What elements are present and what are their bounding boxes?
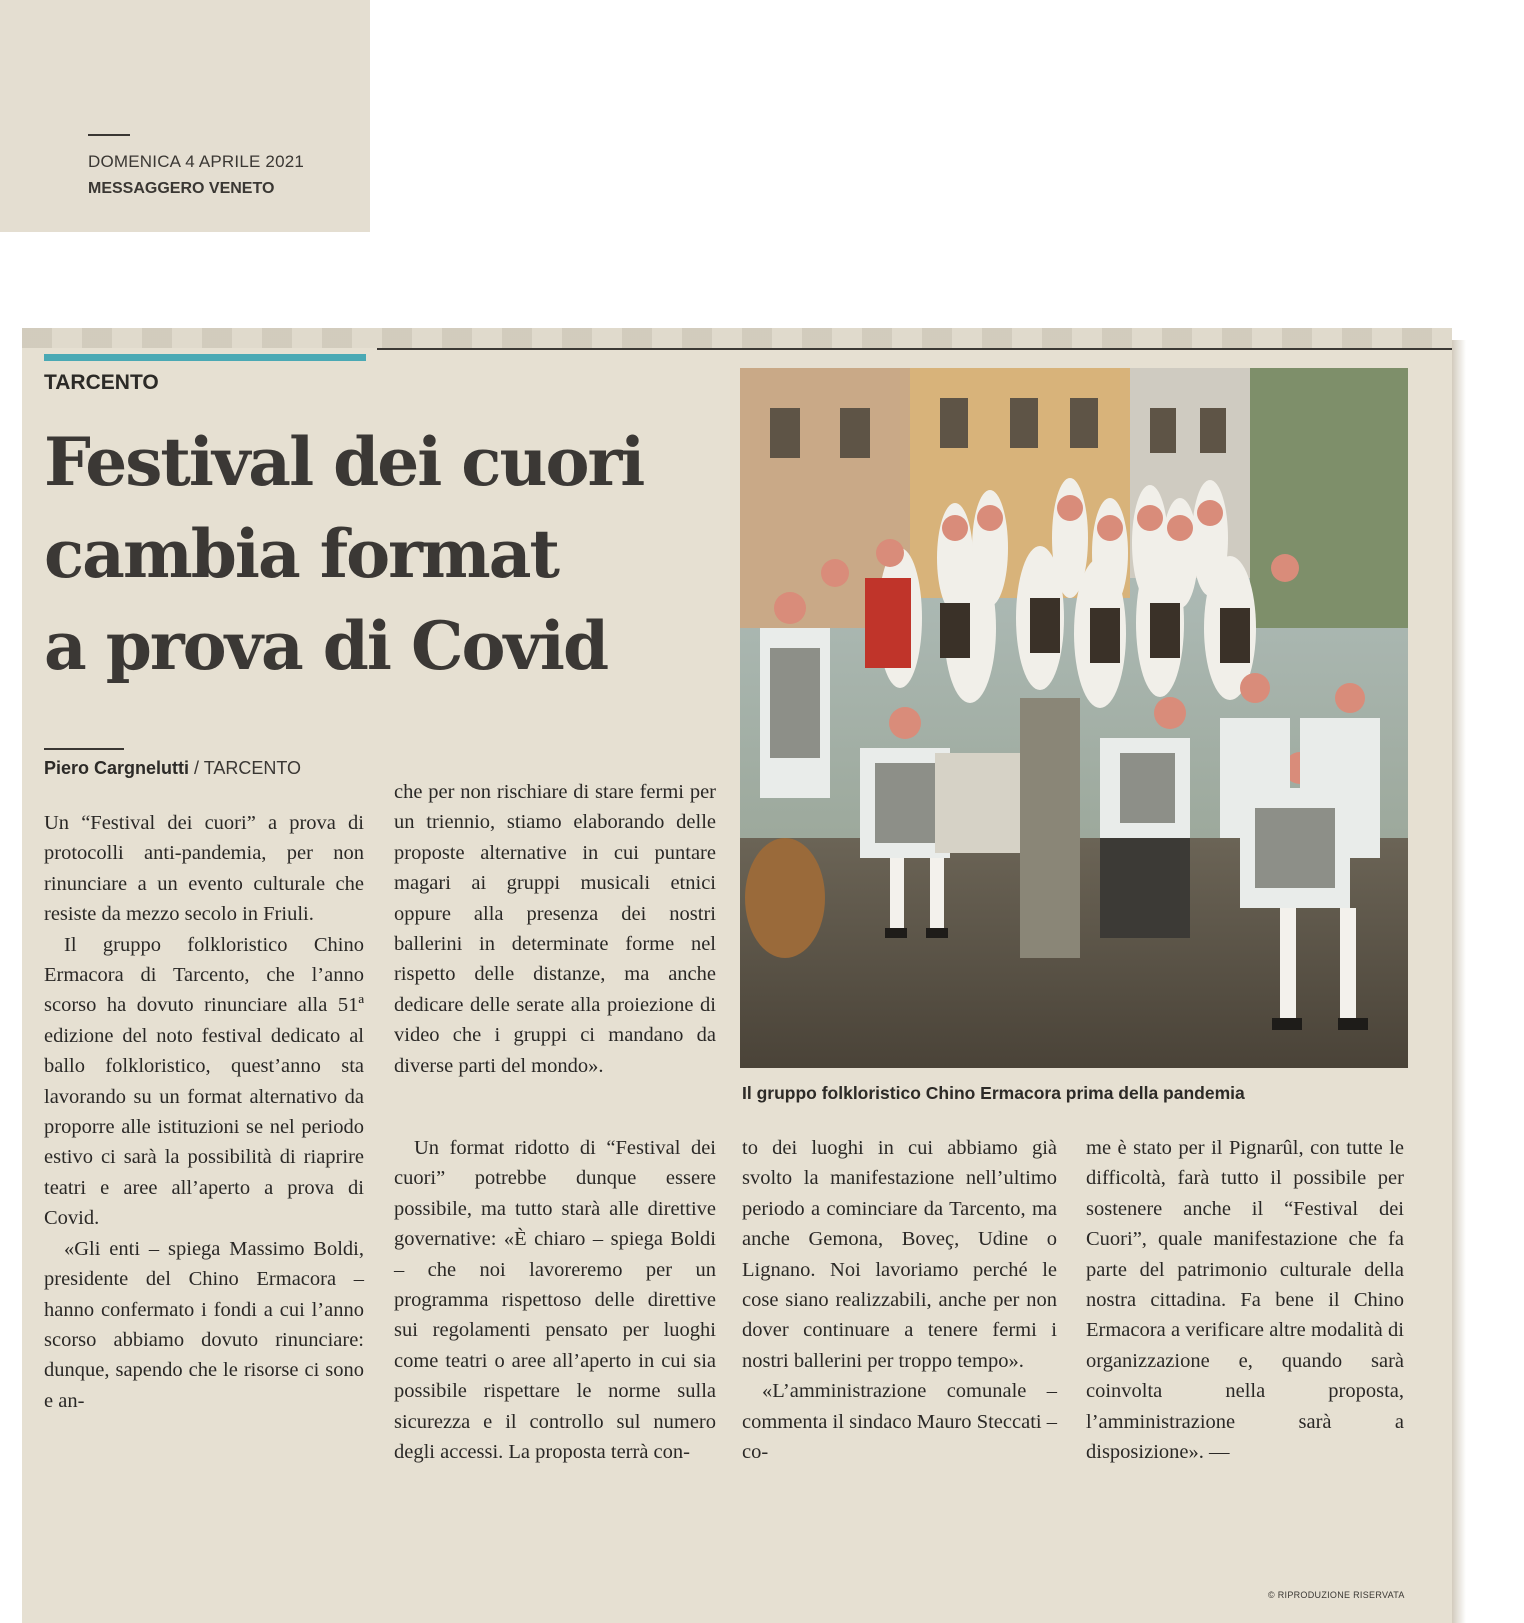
copyright-notice: © RIPRODUZIONE RISERVATA [1268,1590,1405,1600]
body-column-1 [44,808,364,1416]
bleed-through-text [22,328,1452,348]
paragraph: Un “Festival dei cuori” a prova di protocolli anti-pandemia, per non rinunciare a un evento culturale che resiste da mezzo secolo in Friuli. [44,812,364,926]
article-clipping [22,328,1452,1623]
byline-rule [44,748,124,750]
byline [44,758,301,779]
body-column-2-bottom [394,1133,716,1467]
masthead-rule [88,134,130,136]
masthead-clipping [0,0,370,232]
section-kicker: TARCENTO [44,371,159,394]
photo-caption: Il gruppo folkloristico Chino Ermacora prima della pandemia [742,1083,1245,1103]
headline-line: a prova di Covid [44,607,608,685]
clipping-edge-shadow [1452,340,1466,1623]
paragraph: «L’amministrazione comunale – commenta il sindaco Mauro Steccati – co- [742,1380,1057,1464]
top-rule [377,348,1452,350]
paragraph: Il gruppo folkloristico Chino Ermacora di Tarcento, che l’anno scorso ha dovuto rinunciare alla 51ª edizione del noto festival dedicato al ballo folkloristico, quest’anno sta lavorando su un format alternativo da proporre alle istituzioni se nel periodo estivo ci sarà la possibilità di riaprire teatri e aree all’aperto a prova di Covid. [44,933,364,1230]
paragraph: che per non rischiare di stare fermi per un triennio, stiamo elaborando delle proposte alternative in cui puntare magari ai gruppi musicali etnici oppure alla presenza dei nostri ballerini in determinate forme nel rispetto delle distanze, ma anche dedicare delle serate alla proiezione di video che i gruppi ci mandano da diverse parti del mondo». [394,781,716,1077]
headline-line: cambia format [44,515,559,593]
byline-location: / TARCENTO [194,758,302,778]
byline-author: Piero Cargnelutti [44,758,190,778]
paragraph: me è stato per il Pignarûl, con tutte le difficoltà, farà tutto il possibile per sostenere anche il “Festival dei Cuori”, quale manifestazione che fa parte del patrimonio culturale della nostra cittadina. Fa bene il Chino Ermacora a verificare altre modalità di organizzazione e, quando sarà coinvolta nella proposta, l’amministrazione sarà a disposizione». — [1086,1137,1404,1464]
masthead-date: DOMENICA 4 APRILE 2021 [88,152,305,171]
body-column-3 [742,1133,1057,1467]
accent-bar [44,354,366,361]
paragraph: to dei luoghi in cui abbiamo già svolto la manifestazione nell’ultimo periodo a cominciare da Tarcento, ma anche Gemona, Boveç, Udine o Lignano. Noi lavoriamo perché le cose siano realizzabili, anche per non dover continuare a tenere fermi i nostri ballerini per troppo tempo». [742,1137,1057,1372]
paragraph: Un format ridotto di “Festival dei cuori” potrebbe dunque essere possibile, ma tutto starà alle direttive governative: «È chiaro – spiega Boldi – che noi lavoreremo per un programma rispettoso delle direttive sui regolamenti pensato per luoghi come teatri o aree all’aperto in cui sia possibile rispettare le norme sulla sicurezza e il controllo sul numero degli accessi. La proposta terrà con- [394,1137,716,1464]
body-column-2-top [394,777,716,1081]
group-photo [740,368,1408,1068]
body-column-4 [1086,1133,1404,1467]
paragraph: «Gli enti – spiega Massimo Boldi, presidente del Chino Ermacora – hanno confermato i fondi a cui l’anno scorso abbiamo dovuto rinunciare: dunque, sapendo che le risorse ci sono e an- [44,1237,364,1412]
masthead-paper-name: MESSAGGERO VENETO [88,180,275,197]
photo-illustration [740,368,1408,1068]
headline [44,416,744,692]
headline-line: Festival dei cuori [44,423,644,501]
